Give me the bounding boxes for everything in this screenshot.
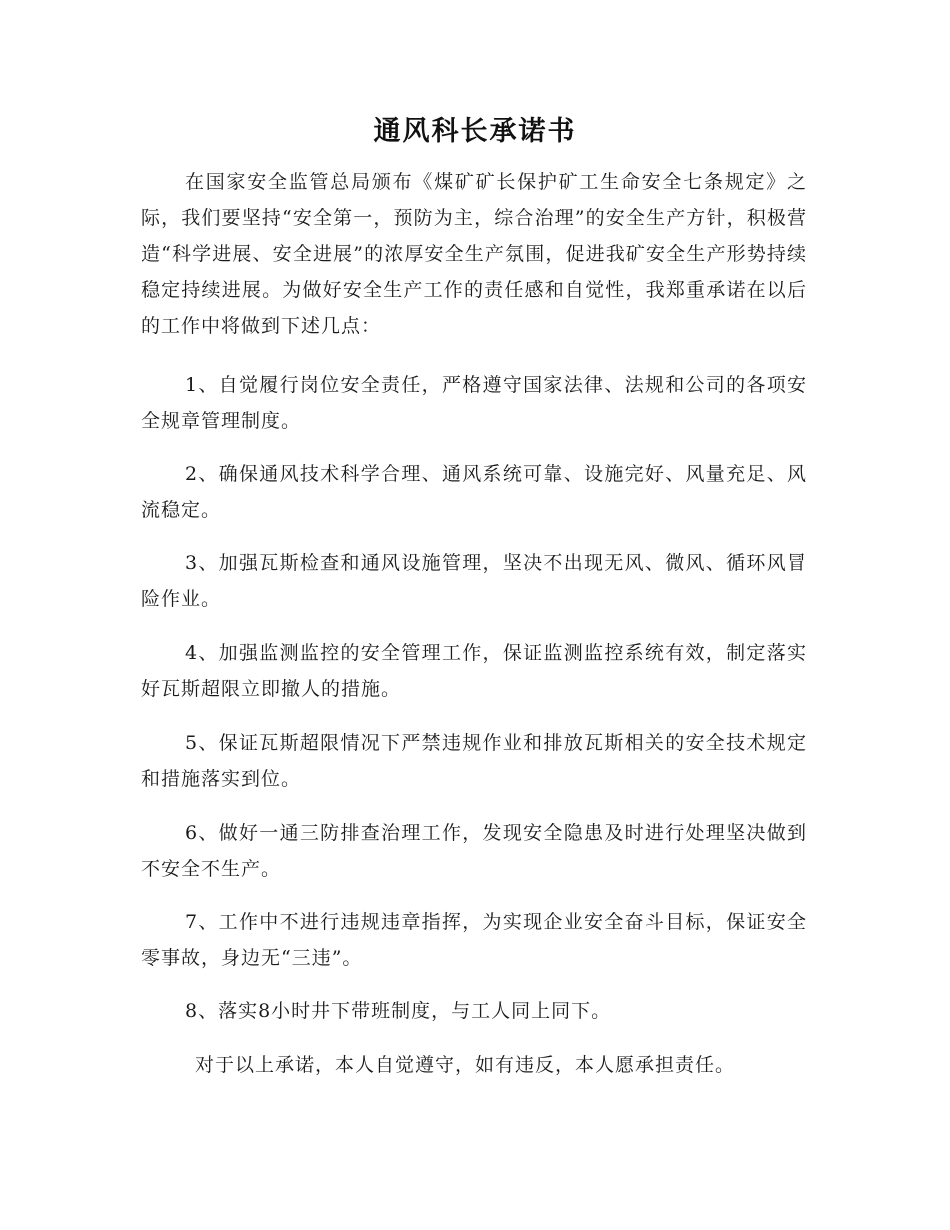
commitment-item-6: 6、做好一通三防排查治理工作，发现安全隐患及时进行处理坚决做到不安全不生产。	[141, 822, 807, 880]
commitment-item-1: 1、自觉履行岗位安全责任，严格遵守国家法律、法规和公司的各项安全规章管理制度。	[141, 374, 807, 432]
document-title: 通风科长承诺书	[373, 116, 577, 147]
intro-paragraph: 在国家安全监管总局颁布《煤矿矿长保护矿工生命安全七条规定》之际，我们要坚持“安全第一，预防为主，综合治理”的安全生产方针，积极营造“科学进展、安全进展”的浓厚安全生产氛围，促进我矿安全生产形势持续稳定持续进展。为做好安全生产工作的责任感和自觉性，我郑重承诺在以后的工作中将做到下述几点：	[141, 171, 807, 337]
commitment-item-2: 2、确保通风技术科学合理、通风系统可靠、设施完好、风量充足、风流稳定。	[141, 463, 807, 521]
closing-statement: 对于以上承诺，本人自觉遵守，如有违反，本人愿承担责任。	[195, 1054, 736, 1076]
commitment-item-4: 4、加强监测监控的安全管理工作，保证监测监控系统有效，制定落实好瓦斯超限立即撤人的措施。	[141, 642, 807, 700]
commitment-item-3: 3、加强瓦斯检查和通风设施管理，坚决不出现无风、微风、循环风冒险作业。	[141, 552, 807, 610]
commitment-item-7: 7、工作中不进行违规违章指挥，为实现企业安全奋斗目标，保证安全零事故，身边无“三违”。	[141, 911, 807, 969]
commitment-item-8: 8、落实8小时井下带班制度，与工人同上同下。	[185, 1000, 612, 1022]
commitment-item-5: 5、保证瓦斯超限情况下严禁违规作业和排放瓦斯相关的安全技术规定和措施落实到位。	[141, 732, 807, 790]
